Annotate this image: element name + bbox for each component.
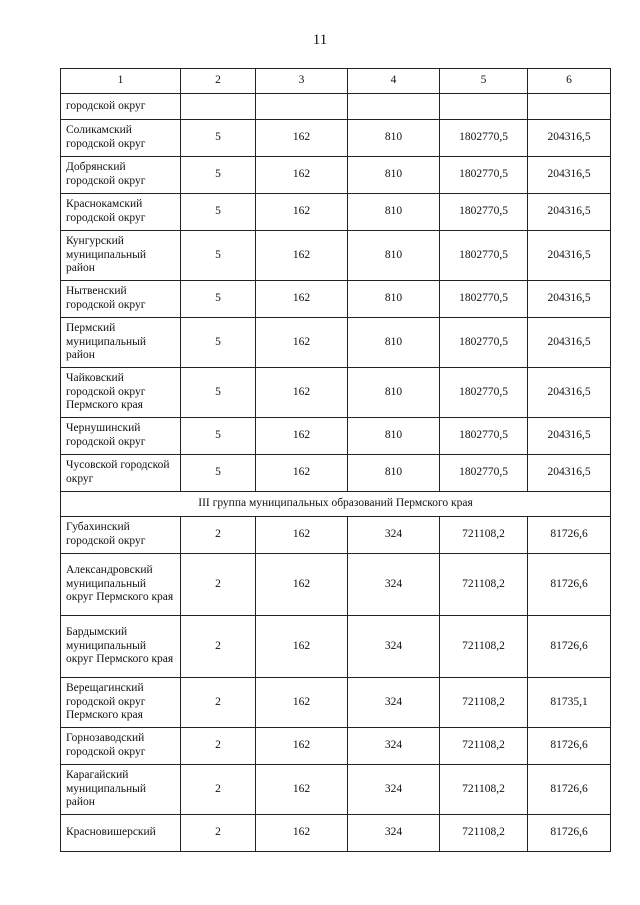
value-cell-col-4: 324 [348,765,440,815]
value-cell-col-4: 810 [348,281,440,318]
value-cell-col-2: 2 [181,728,256,765]
municipality-name-cell: Нытвенский городской округ [61,281,181,318]
table-row [61,368,611,418]
municipality-name-cell: Красновишерский [61,815,181,852]
value-cell-col-6 [528,94,611,120]
value-cell-col-4: 810 [348,194,440,231]
value-cell-col-4: 810 [348,368,440,418]
municipality-name-cell: Бардымский муниципальный округ Пермского края [61,616,181,678]
value-cell-col-5: 1802770,5 [440,120,528,157]
value-cell-col-4: 324 [348,815,440,852]
value-cell-col-2: 5 [181,194,256,231]
table-row [61,616,611,678]
value-cell-col-5: 721108,2 [440,554,528,616]
value-cell-col-4: 810 [348,455,440,492]
value-cell-col-6: 81726,6 [528,616,611,678]
value-cell-col-6: 204316,5 [528,318,611,368]
value-cell-col-3: 162 [256,318,348,368]
value-cell-col-5: 1802770,5 [440,455,528,492]
value-cell-col-5: 721108,2 [440,517,528,554]
table-row [61,455,611,492]
table-row [61,554,611,616]
value-cell-col-5: 721108,2 [440,815,528,852]
table-row [61,94,611,120]
value-cell-col-5: 1802770,5 [440,368,528,418]
value-cell-col-4 [348,94,440,120]
value-cell-col-3: 162 [256,616,348,678]
value-cell-col-6: 204316,5 [528,455,611,492]
value-cell-col-3: 162 [256,678,348,728]
value-cell-col-5: 721108,2 [440,765,528,815]
value-cell-col-6: 204316,5 [528,194,611,231]
value-cell-col-3: 162 [256,765,348,815]
table-row [61,517,611,554]
value-cell-col-6: 81726,6 [528,765,611,815]
municipality-name-cell: Чусовской городской округ [61,455,181,492]
value-cell-col-4: 810 [348,418,440,455]
value-cell-col-2: 2 [181,554,256,616]
table-row [61,765,611,815]
data-table [60,68,611,852]
value-cell-col-6: 81726,6 [528,728,611,765]
municipality-name-cell: Чернушинский городской округ [61,418,181,455]
column-header-5: 5 [440,69,528,94]
value-cell-col-6: 204316,5 [528,418,611,455]
value-cell-col-2: 2 [181,815,256,852]
value-cell-col-3: 162 [256,728,348,765]
table-header [61,69,611,94]
value-cell-col-6: 81735,1 [528,678,611,728]
value-cell-col-4: 324 [348,517,440,554]
value-cell-col-4: 810 [348,318,440,368]
value-cell-col-4: 324 [348,678,440,728]
value-cell-col-5: 721108,2 [440,678,528,728]
group-heading-row [61,492,611,517]
table-row [61,815,611,852]
header-row [61,69,611,94]
municipality-name-cell: Пермский муниципальный район [61,318,181,368]
table-row [61,418,611,455]
table-row [61,194,611,231]
value-cell-col-3: 162 [256,517,348,554]
value-cell-col-3: 162 [256,120,348,157]
value-cell-col-3: 162 [256,281,348,318]
table-body [61,94,611,852]
value-cell-col-3: 162 [256,157,348,194]
value-cell-col-5: 1802770,5 [440,231,528,281]
municipality-name-cell: Краснокамский городской округ [61,194,181,231]
value-cell-col-2 [181,94,256,120]
value-cell-col-2: 5 [181,418,256,455]
municipality-name-cell: городской округ [61,94,181,120]
value-cell-col-6: 204316,5 [528,231,611,281]
column-header-2: 2 [181,69,256,94]
value-cell-col-2: 2 [181,765,256,815]
value-cell-col-3: 162 [256,815,348,852]
value-cell-col-3: 162 [256,554,348,616]
table-row [61,281,611,318]
value-cell-col-2: 5 [181,120,256,157]
table-row [61,728,611,765]
value-cell-col-4: 324 [348,616,440,678]
municipality-name-cell: Горнозаводский городской округ [61,728,181,765]
value-cell-col-5: 1802770,5 [440,318,528,368]
value-cell-col-5: 1802770,5 [440,194,528,231]
value-cell-col-5: 721108,2 [440,616,528,678]
value-cell-col-5: 1802770,5 [440,157,528,194]
value-cell-col-2: 5 [181,157,256,194]
value-cell-col-5: 721108,2 [440,728,528,765]
value-cell-col-2: 2 [181,517,256,554]
column-header-3: 3 [256,69,348,94]
value-cell-col-2: 5 [181,318,256,368]
value-cell-col-2: 5 [181,368,256,418]
value-cell-col-6: 204316,5 [528,120,611,157]
table-row [61,157,611,194]
value-cell-col-4: 810 [348,157,440,194]
column-header-1: 1 [61,69,181,94]
table-row [61,231,611,281]
value-cell-col-4: 324 [348,728,440,765]
table-row [61,120,611,157]
municipality-name-cell: Губахинский городской округ [61,517,181,554]
value-cell-col-6: 204316,5 [528,157,611,194]
value-cell-col-2: 5 [181,281,256,318]
value-cell-col-6: 81726,6 [528,517,611,554]
value-cell-col-5: 1802770,5 [440,281,528,318]
municipality-name-cell: Кунгурский муниципальный район [61,231,181,281]
value-cell-col-2: 2 [181,616,256,678]
column-header-4: 4 [348,69,440,94]
page-number: 11 [312,32,328,48]
municipality-name-cell: Добрянский городской округ [61,157,181,194]
value-cell-col-4: 810 [348,231,440,281]
value-cell-col-3 [256,94,348,120]
value-cell-col-6: 81726,6 [528,554,611,616]
municipality-name-cell: Александровский муниципальный округ Пермского края [61,554,181,616]
value-cell-col-3: 162 [256,418,348,455]
municipality-name-cell: Соликамский городской округ [61,120,181,157]
municipality-name-cell: Карагайский муниципальный район [61,765,181,815]
municipality-name-cell: Верещагинский городской округ Пермского края [61,678,181,728]
value-cell-col-5: 1802770,5 [440,418,528,455]
value-cell-col-3: 162 [256,455,348,492]
value-cell-col-4: 810 [348,120,440,157]
value-cell-col-3: 162 [256,231,348,281]
table-row [61,318,611,368]
value-cell-col-3: 162 [256,194,348,231]
table-row [61,678,611,728]
column-header-6: 6 [528,69,611,94]
municipality-name-cell: Чайковский городской округ Пермского края [61,368,181,418]
value-cell-col-5 [440,94,528,120]
value-cell-col-6: 204316,5 [528,281,611,318]
value-cell-col-4: 324 [348,554,440,616]
value-cell-col-6: 204316,5 [528,368,611,418]
value-cell-col-6: 81726,6 [528,815,611,852]
value-cell-col-3: 162 [256,368,348,418]
value-cell-col-2: 5 [181,231,256,281]
value-cell-col-2: 2 [181,678,256,728]
value-cell-col-2: 5 [181,455,256,492]
group-heading: III группа муниципальных образований Пермского края [61,492,611,517]
